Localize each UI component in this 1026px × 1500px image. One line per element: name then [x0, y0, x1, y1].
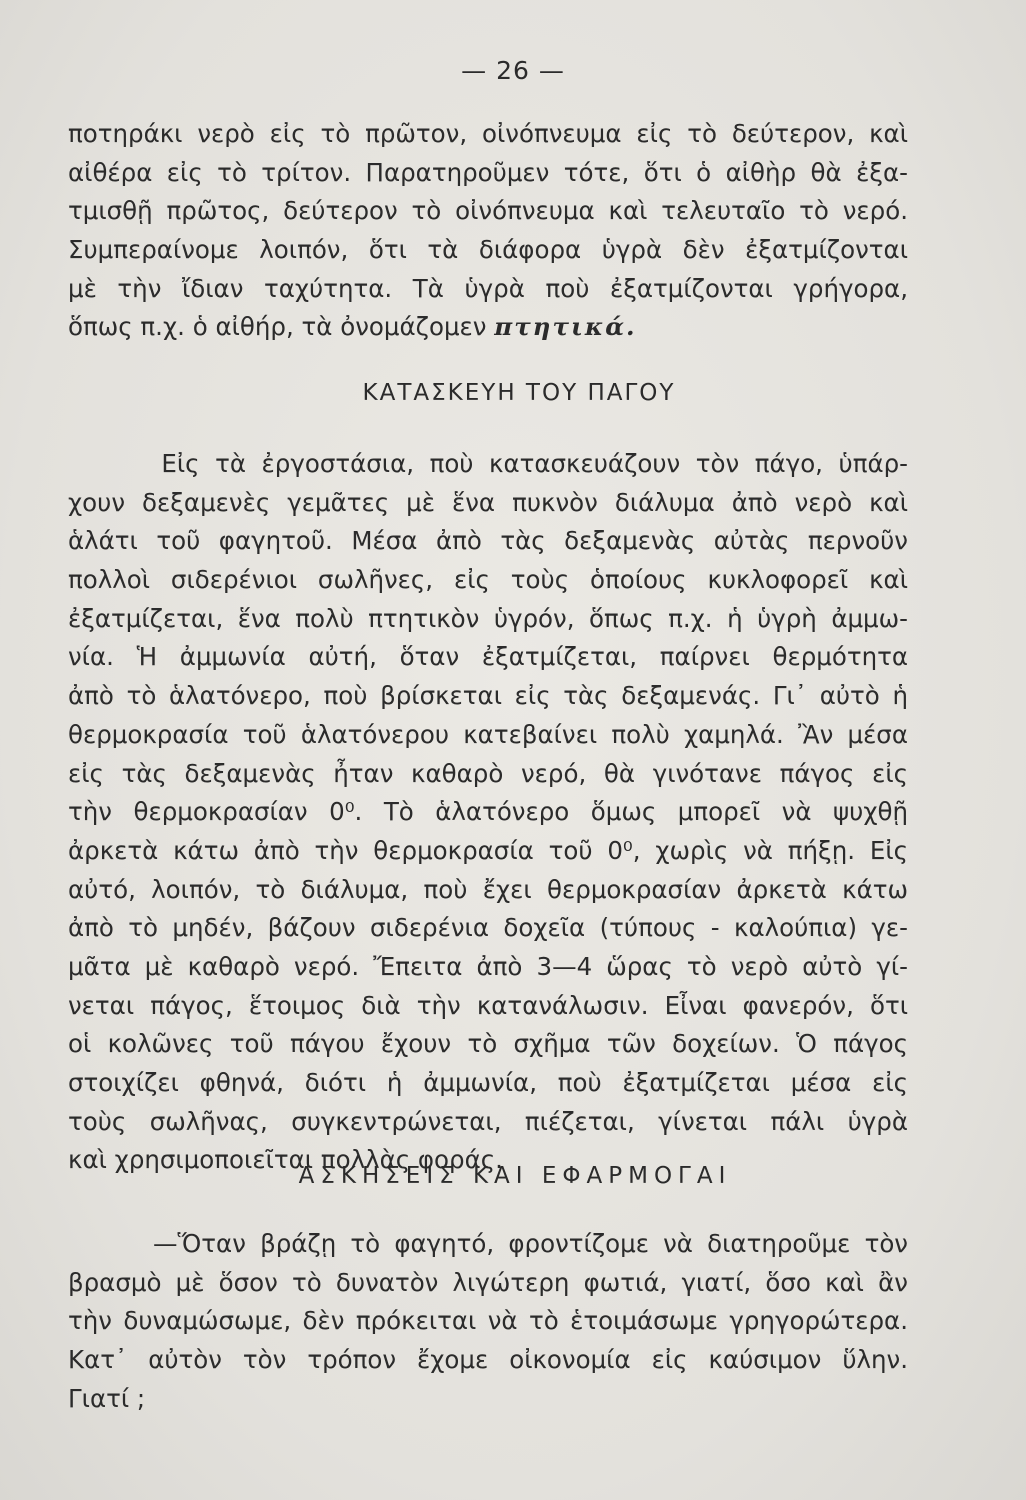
- text-line-with-emphasis: [68, 308, 908, 347]
- section-heading-ice-making: ΚΑΤΑΣΚΕΥΗ ΤΟΥ ΠΑΓΟΥ: [362, 380, 676, 406]
- text-line: εἰς τὰς δεξαμενὰς ἦταν καθαρὸ νερό, θὰ γινότανε πάγος εἰς: [68, 758, 908, 788]
- text-line: τὴν θερμοκρασίαν 0⁰. Τὸ ἁλατόνερο ὅμως μπορεῖ νὰ ψυχθῇ: [68, 797, 908, 827]
- page-number: — 26 —: [461, 56, 565, 85]
- text-line: ἁλάτι τοῦ φαγητοῦ. Μέσα ἀπὸ τὰς δεξαμενὰς αὐτὰς περνοῦν: [68, 526, 908, 556]
- text-line: νία. Ἡ ἀμμωνία αὐτή, ὅταν ἐξατμίζεται, παίρνει θερμότητα: [68, 642, 908, 672]
- text-line: στοιχίζει φθηνά, διότι ἡ ἀμμωνία, ποὺ ἐξατμίζεται μέσα εἰς: [68, 1068, 908, 1097]
- text-fragment: ὅπως π.χ. ὁ αἰθήρ, τὰ ὀνομάζομεν: [68, 312, 495, 342]
- text-line: τμισθῇ πρῶτος, δεύτερον τὸ οἰνόπνευμα καὶ τελευταῖο τὸ νερό.: [68, 196, 908, 226]
- text-line: Κατ᾽ αὐτὸν τὸν τρόπον ἔχομε οἰκονομία εἰς καύσιμον ὕλην.: [68, 1345, 908, 1375]
- text-line: μὲ τὴν ἴδιαν ταχύτητα. Τὰ ὑγρὰ ποὺ ἐξατμίζονται γρήγορα,: [68, 273, 908, 303]
- text-line: βρασμὸ μὲ ὅσον τὸ δυνατὸν λιγώτερη φωτιά, γιατί, ὅσο καὶ ἂν: [68, 1267, 908, 1297]
- text-line: ἀρκετὰ κάτω ἀπὸ τὴν θερμοκρασία τοῦ 0⁰, χωρὶς νὰ πήξῃ. Εἰς: [68, 835, 908, 865]
- text-line: θερμοκρασία τοῦ ἁλατόνερου κατεβαίνει πολὺ χαμηλά. Ἂν μέσα: [68, 719, 908, 749]
- text-line: Συμπεραίνομε λοιπόν, ὅτι τὰ διάφορα ὑγρὰ δὲν ἐξατμίζονται: [68, 235, 908, 265]
- text-line: Γιατί ;: [68, 1383, 146, 1413]
- text-line: αὐτό, λοιπόν, τὸ διάλυμα, ποὺ ἔχει θερμοκρασίαν ἀρκετὰ κάτω: [68, 874, 908, 904]
- text-line: ἐξατμίζεται, ἕνα πολὺ πτητικὸν ὑγρόν, ὅπως π.χ. ἡ ὑγρὴ ἀμμω-: [68, 603, 908, 633]
- paragraph-ice-making: [68, 445, 908, 1180]
- section-heading-exercises: ΑΣΚΗΣΕΙΣ ΚΑΙ ΕΦΑΡΜΟΓΑΙ: [298, 1163, 732, 1189]
- paragraph-evaporation-conclusion: [68, 115, 908, 347]
- text-line: ἀπὸ τὸ μηδέν, βάζουν σιδερένια δοχεῖα (τύπους - καλούπια) γε-: [68, 913, 908, 943]
- text-line: Εἰς τὰ ἐργοστάσια, ποὺ κατασκευάζουν τὸν πάγο, ὑπάρ-: [68, 449, 908, 478]
- text-line: καὶ χρησιμοποιεῖται πολλὰς φοράς.: [68, 1145, 503, 1175]
- text-line: οἱ κολῶνες τοῦ πάγου ἔχουν τὸ σχῆμα τῶν δοχείων. Ὁ πάγος: [68, 1029, 908, 1059]
- text-line: χουν δεξαμενὲς γεμᾶτες μὲ ἕνα πυκνὸν διάλυμα ἀπὸ νερὸ καὶ: [68, 487, 908, 517]
- text-line: τὴν δυναμώσωμε, δὲν πρόκειται νὰ τὸ ἑτοιμάσωμε γρηγορώτερα.: [68, 1306, 908, 1336]
- text-line: ποτηράκι νερὸ εἰς τὸ πρῶτον, οἰνόπνευμα εἰς τὸ δεύτερον, καὶ: [68, 119, 908, 148]
- paragraph-exercise: [68, 1225, 908, 1418]
- text-line: —Ὅταν βράζῃ τὸ φαγητό, φροντίζομε νὰ διατηροῦμε τὸν: [68, 1229, 908, 1258]
- text-line: πολλοὶ σιδερένιοι σωλῆνες, εἰς τοὺς ὁποίους κυκλοφορεῖ καὶ: [68, 565, 908, 595]
- text-line: ἀπὸ τὸ ἁλατόνερο, ποὺ βρίσκεται εἰς τὰς δεξαμενάς. Γι᾽ αὐτὸ ἡ: [68, 681, 908, 711]
- emphasized-term: πτητικά.: [494, 312, 637, 342]
- text-line: μᾶτα μὲ καθαρὸ νερό. Ἔπειτα ἀπὸ 3—4 ὥρας τὸ νερὸ αὐτὸ γί-: [68, 951, 908, 981]
- text-line: τοὺς σωλῆνας, συγκεντρώνεται, πιέζεται, γίνεται πάλι ὑγρὰ: [68, 1106, 908, 1136]
- text-line: νεται πάγος, ἕτοιμος διὰ τὴν κατανάλωσιν. Εἶναι φανερόν, ὅτι: [68, 990, 908, 1020]
- text-line: αἰθέρα εἰς τὸ τρίτον. Παρατηροῦμεν τότε, ὅτι ὁ αἰθὴρ θὰ ἐξα-: [68, 157, 908, 187]
